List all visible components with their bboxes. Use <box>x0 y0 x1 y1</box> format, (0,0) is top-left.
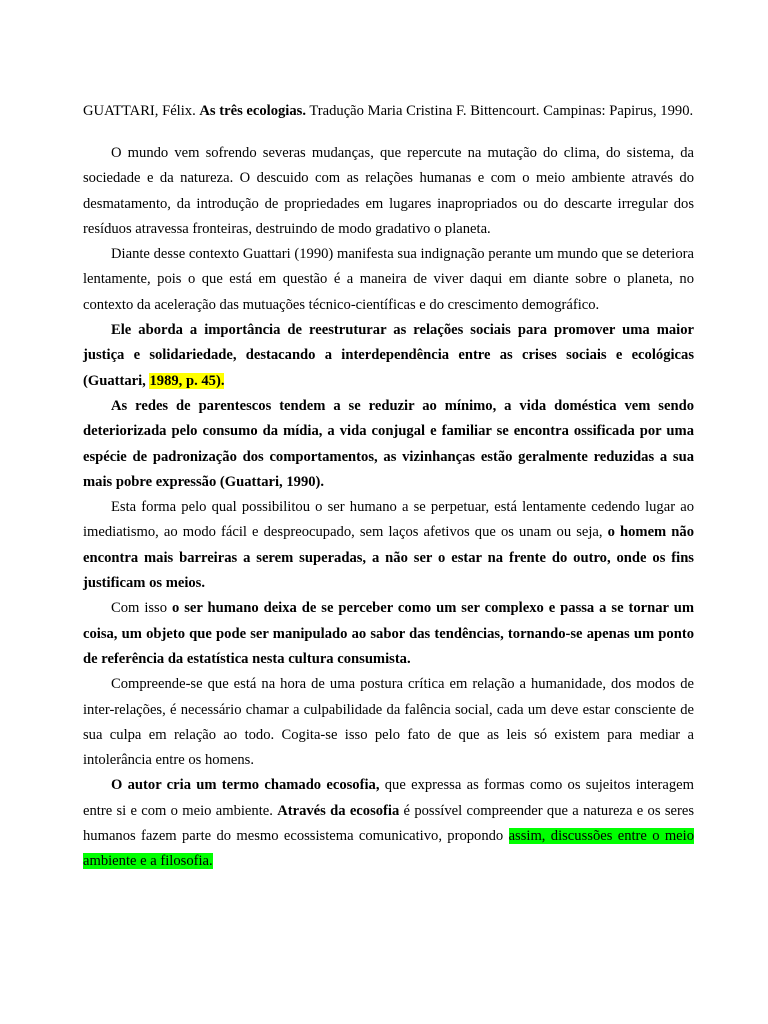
paragraph-1 <box>83 141 694 242</box>
paragraph-4 <box>83 394 694 495</box>
paragraph-8 <box>83 773 694 874</box>
paragraph-6-bold: o ser humano deixa de se perceber como um ser complexo e passa a se tornar um coisa, um objeto que pode ser manipulado ao sabor das tendências, tornando-se apenas um ponto de referência da estatística nesta cultura consumista. <box>83 600 694 667</box>
paragraph-1-text: O mundo vem sofrendo severas mudanças, que repercute na mutação do clima, do sistema, da sociedade e da natureza. O descuido com as relações humanas e com o meio ambiente através do desmatamento, da introdução de propriedades em lugares inapropriados ou do descarte irregular dos resíduos atravessa fronteiras, destruindo de modo gradativo o planeta. <box>83 145 694 237</box>
bibliographic-reference <box>83 101 694 121</box>
reference-authors: GUATTARI, Félix. <box>83 103 200 119</box>
paragraph-3 <box>83 318 694 394</box>
paragraph-2-text: Diante desse contexto Guattari (1990) manifesta sua indignação perante um mundo que se deteriora lentamente, pois o que está em questão é a maneira de viver daqui em diante sobre o planeta, no contexto da aceleração das mutuações técnico-científicas e do crescimento demográfico. <box>83 246 694 313</box>
paragraph-8-text-1: que expressa as formas como os sujeitos interagem entre si e com o meio ambiente. <box>83 777 694 819</box>
green-highlight: assim, discussões entre o meio ambiente e a filosofia. <box>83 828 695 870</box>
reference-publication: Tradução Maria Cristina F. Bittencourt. Campinas: Papirus, 1990. <box>305 103 694 119</box>
paragraph-4-text: As redes de parentescos tendem a se reduzir ao mínimo, a vida doméstica vem sendo deteriorizada pelo consumo da mídia, a vida conjugal e familiar se encontra ossificada por uma espécie de padronização dos comportamentos, as vizinhanças estão geralmente reduzidas a sua mais pobre expressão (Guattari, 1990). <box>83 397 694 490</box>
citation-highlight: 1989, p. 45). <box>149 372 225 389</box>
paragraph-3-text: Ele aborda a importância de reestruturar as relações sociais para promover uma maior justiça e solidariedade, destacando a interdependência entre as crises sociais e ecológicas (Guattari, <box>83 322 694 389</box>
paragraph-8-bold-2: Através da ecosofia <box>277 802 400 819</box>
paragraph-8-text-2: é possível compreender que a natureza e os seres humanos fazem parte do mesmo ecossistema comunicativo, propondo <box>83 802 694 845</box>
document-page <box>83 101 694 875</box>
reference-title: As três ecologias. <box>199 103 306 119</box>
paragraph-5-bold: o homem não encontra mais barreiras a serem superadas, a não ser o estar na frente do outro, onde os fins justificam os meios. <box>83 524 694 592</box>
paragraph-7-text: Compreende-se que está na hora de uma postura crítica em relação a humanidade, dos modos de inter-relações, é necessário chamar a culpabilidade da falência social, cada um deve estar consciente de sua culpa em relação ao todo. Cogita-se isso pelo fato de que as leis só existem para mediar a intolerância entre os homens. <box>83 676 694 769</box>
paragraph-8-bold-1: O autor cria um termo chamado ecosofia, <box>111 777 380 794</box>
paragraph-5 <box>83 495 694 596</box>
paragraph-6 <box>83 596 694 672</box>
paragraph-7 <box>83 672 694 773</box>
paragraph-6-text: Com isso <box>111 600 172 617</box>
paragraph-2 <box>83 242 694 318</box>
paragraph-5-text: Esta forma pelo qual possibilitou o ser humano a se perpetuar, está lentamente cedendo lugar ao imediatismo, ao modo fácil e despreocupado, sem laços afetivos que os unam ou seja, <box>83 499 694 541</box>
